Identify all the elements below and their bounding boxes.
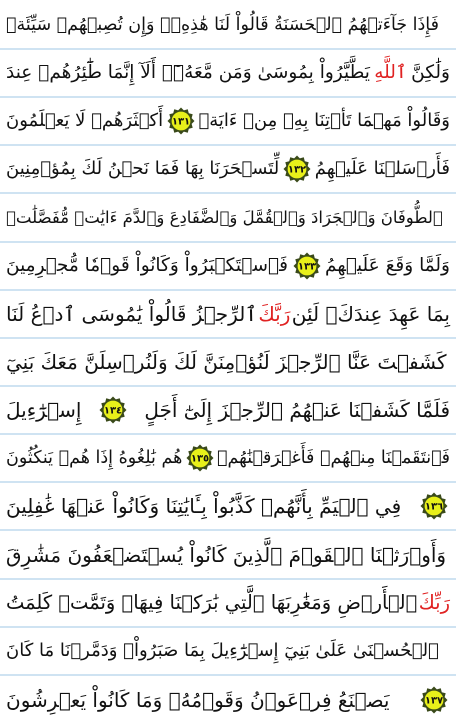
divine-name-text: ٱللَّهِ — [374, 62, 407, 84]
verse-line — [0, 628, 456, 676]
verse-line — [0, 98, 456, 146]
verse-text: فَأَرۡسَلۡنَا عَلَيۡهِمُ — [314, 158, 450, 180]
verse-line — [0, 50, 456, 98]
verse-text: هُم بَٰلِغُوهُ إِذَا هُمۡ يَنكُثُونَ — [6, 448, 183, 469]
ayah-number: ١٣٣ — [297, 261, 316, 273]
verse-line — [0, 339, 456, 387]
verse-text: إِسۡرَٰٓءِيلَ — [6, 398, 82, 423]
verse-line — [0, 580, 456, 628]
ayah-number: ١٣٦ — [424, 501, 444, 513]
ayah-number: ١٣٤ — [103, 405, 123, 417]
verse-line — [0, 676, 456, 724]
verse-text: فِي ٱلۡيَمِّ بِأَنَّهُمۡ كَذَّبُواْ بِـَٔايَٰتِنَا وَكَانُواْ عَنۡهَا غَٰفِلِينَ — [6, 494, 402, 519]
ayah-number: ١٣٢ — [287, 164, 307, 176]
ayah-end-rosette-icon — [293, 252, 321, 280]
divine-name-text: رَبِّكَ — [418, 590, 450, 614]
verse-text: ٱلۡحُسۡنَىٰ عَلَىٰ بَنِيٓ إِسۡرَٰٓءِيلَ بِمَا صَبَرُواْۖ وَدَمَّرۡنَا مَا كَانَ — [6, 639, 439, 661]
verse-text: ٱلۡأَرۡضِ وَمَغَٰرِبَهَا ٱلَّتِي بَٰرَكۡنَا فِيهَاۖ وَتَمَّتۡ كَلِمَتُ — [6, 590, 418, 614]
verse-line — [0, 195, 456, 243]
ayah-end-rosette-icon — [283, 155, 311, 183]
verse-line — [0, 483, 456, 531]
verse-line — [0, 243, 456, 291]
ayah-end-rosette-icon — [167, 107, 195, 135]
ayah-end-rosette-icon — [420, 492, 448, 520]
verse-line — [0, 291, 456, 339]
verse-text: وَقَالُواْ مَهۡمَا تَأۡتِنَا بِهِۦ مِنۡ ءَايَةٖ — [198, 110, 450, 132]
divine-name-text: رَبَّكَ — [258, 301, 291, 326]
ayah-number: ١٣٥ — [190, 453, 209, 465]
verse-text: بِمَا عَهِدَ عِندَكَۖ لَئِن — [291, 301, 450, 326]
verse-text: كَشَفۡتَ عَنَّا ٱلرِّجۡزَ لَنُؤۡمِنَنَّ لَكَ وَلَنُرۡسِلَنَّ مَعَكَ بَنِيٓ — [6, 349, 447, 374]
ayah-end-rosette-icon — [420, 686, 448, 714]
verse-text: أَكۡثَرَهُمۡ لَا يَعۡلَمُونَ — [6, 110, 164, 132]
verse-text: وَلَٰكِنَّ — [411, 62, 450, 84]
verse-text: وَلَمَّا وَقَعَ عَلَيۡهِمُ — [325, 254, 450, 276]
verse-text: يَطَّيَّرُواْ بِمُوسَىٰ وَمَن مَّعَهُۥٓۗ أَلَآ إِنَّمَا طَٰٓئِرُهُمۡ عِندَ — [6, 62, 370, 84]
verse-line — [0, 435, 456, 483]
verse-text: فَٱسۡتَكۡبَرُواْ وَكَانُواْ قَوۡمٗا مُّجۡرِمِينَ — [6, 254, 288, 276]
verse-text: ٱلطُّوفَانَ وَٱلۡجَرَادَ وَٱلۡقُمَّلَ وَٱلضَّفَادِعَ وَٱلدَّمَ ءَايَٰتٖ مُّفَصَّلَٰتٖ — [6, 207, 443, 227]
verse-text: لِّتَسۡحَرَنَا بِهَا فَمَا نَحۡنُ لَكَ بِمُؤۡمِنِينَ — [6, 158, 280, 180]
ayah-end-rosette-icon — [186, 444, 214, 472]
verse-text: وَأَوۡرَثۡنَا ٱلۡقَوۡمَ ٱلَّذِينَ كَانُواْ يُسۡتَضۡعَفُونَ مَشَٰرِقَ — [6, 542, 447, 567]
verse-text: ٱلرِّجۡزُ قَالُواْ يَٰمُوسَى ٱدۡعُ لَنَا — [6, 301, 258, 326]
verse-text: يَصۡنَعُ فِرۡعَوۡنُ وَقَوۡمُهُۥ وَمَا كَانُواْ يَعۡرِشُونَ — [6, 687, 390, 712]
verse-line — [0, 387, 456, 435]
ayah-end-rosette-icon — [99, 396, 127, 424]
verse-lines — [0, 2, 456, 724]
verse-text: فَلَمَّا كَشَفۡنَا عَنۡهُمُ ٱلرِّجۡزَ إِلَىٰٓ أَجَلٍ — [144, 398, 450, 423]
verse-text: فَٱنتَقَمۡنَا مِنۡهُمۡ فَأَغۡرَقۡنَٰهُمۡ — [217, 448, 450, 469]
verse-line — [0, 2, 456, 50]
ayah-number: ١٣٧ — [424, 695, 444, 707]
ayah-number: ١٣١ — [171, 116, 190, 128]
verse-line — [0, 532, 456, 580]
verse-line — [0, 146, 456, 194]
verse-text: فَإِذَا جَآءَتۡهُمُ ٱلۡحَسَنَةُ قَالُواْ لَنَا هَٰذِهِۦۖ وَإِن تُصِبۡهُمۡ سَيِّئَةٞ — [6, 15, 440, 35]
